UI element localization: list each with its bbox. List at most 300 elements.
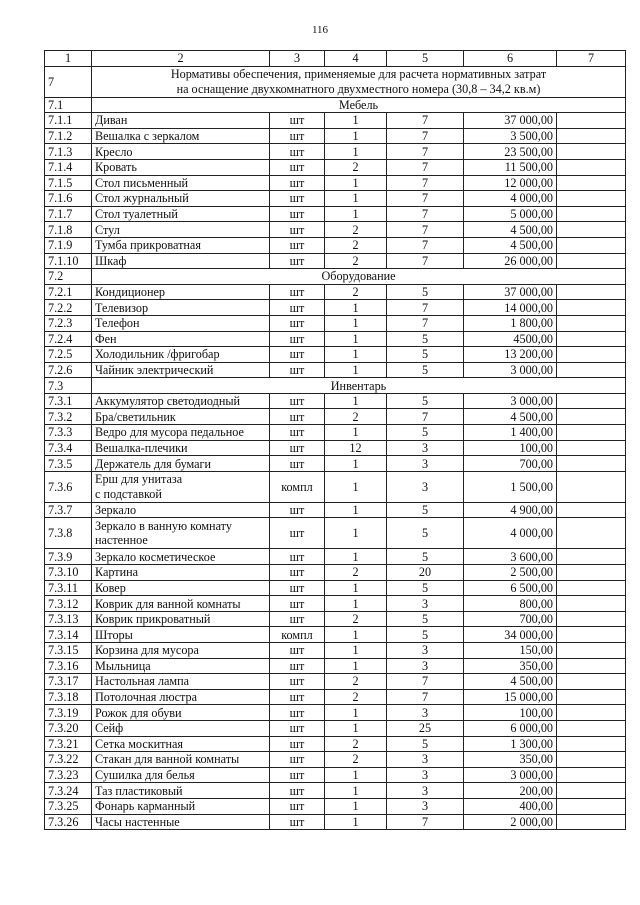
table-row — [45, 222, 626, 238]
item-quantity: 1 — [325, 705, 387, 721]
item-quantity: 1 — [325, 425, 387, 441]
item-quantity: 1 — [325, 783, 387, 799]
item-quantity: 12 — [325, 440, 387, 456]
item-price: 4 000,00 — [464, 191, 557, 207]
item-quantity: 1 — [325, 658, 387, 674]
item-price: 3 000,00 — [464, 362, 557, 378]
item-note — [557, 752, 626, 768]
table-row — [45, 643, 626, 659]
item-name: Аккумулятор светодиодный — [92, 393, 270, 409]
item-quantity: 2 — [325, 222, 387, 238]
item-code: 7.3.6 — [45, 471, 92, 502]
table-row — [45, 159, 626, 175]
item-quantity: 2 — [325, 752, 387, 768]
item-code: 7.1.7 — [45, 206, 92, 222]
item-service-life: 20 — [387, 565, 464, 581]
item-service-life: 5 — [387, 736, 464, 752]
item-service-life: 3 — [387, 783, 464, 799]
item-quantity: 2 — [325, 565, 387, 581]
column-header: 4 — [325, 51, 387, 67]
item-note — [557, 471, 626, 502]
table-row — [45, 705, 626, 721]
table-row — [45, 284, 626, 300]
item-note — [557, 237, 626, 253]
table-row — [45, 456, 626, 472]
section-code: 7.2 — [45, 269, 92, 285]
table-row — [45, 253, 626, 269]
item-note — [557, 596, 626, 612]
item-name: Зеркало — [92, 502, 270, 518]
item-name: Телевизор — [92, 300, 270, 316]
item-unit: шт — [270, 720, 325, 736]
table-title-row — [45, 66, 626, 97]
item-unit: шт — [270, 549, 325, 565]
item-name-line-2: настенное — [95, 533, 148, 548]
item-note — [557, 191, 626, 207]
item-service-life: 3 — [387, 767, 464, 783]
table-row — [45, 315, 626, 331]
item-service-life: 5 — [387, 611, 464, 627]
item-name: Зеркало косметическое — [92, 549, 270, 565]
item-price: 4 900,00 — [464, 502, 557, 518]
item-unit: шт — [270, 518, 325, 549]
item-name: Диван — [92, 113, 270, 129]
item-name: Ковер — [92, 580, 270, 596]
item-note — [557, 300, 626, 316]
item-service-life: 7 — [387, 814, 464, 830]
item-code: 7.3.26 — [45, 814, 92, 830]
column-header: 2 — [92, 51, 270, 67]
item-price: 150,00 — [464, 643, 557, 659]
item-unit: шт — [270, 159, 325, 175]
table-row — [45, 237, 626, 253]
item-unit: шт — [270, 206, 325, 222]
item-name-line-1: Ерш для унитаза — [95, 472, 183, 487]
item-note — [557, 674, 626, 690]
item-quantity: 1 — [325, 643, 387, 659]
item-service-life: 7 — [387, 191, 464, 207]
item-price: 2 500,00 — [464, 565, 557, 581]
item-price: 1 400,00 — [464, 425, 557, 441]
item-note — [557, 144, 626, 160]
table-row — [45, 674, 626, 690]
item-unit: шт — [270, 113, 325, 129]
item-price: 5 000,00 — [464, 206, 557, 222]
item-service-life: 5 — [387, 393, 464, 409]
item-note — [557, 393, 626, 409]
item-price: 400,00 — [464, 798, 557, 814]
item-service-life: 3 — [387, 456, 464, 472]
item-note — [557, 565, 626, 581]
item-code: 7.3.25 — [45, 798, 92, 814]
item-unit: шт — [270, 752, 325, 768]
item-quantity: 1 — [325, 362, 387, 378]
item-unit: шт — [270, 580, 325, 596]
item-note — [557, 658, 626, 674]
item-service-life: 3 — [387, 798, 464, 814]
item-name: Тумба прикроватная — [92, 237, 270, 253]
table-row — [45, 502, 626, 518]
title-code: 7 — [45, 66, 92, 97]
item-service-life: 5 — [387, 347, 464, 363]
item-unit: шт — [270, 331, 325, 347]
item-service-life: 3 — [387, 658, 464, 674]
item-service-life: 3 — [387, 440, 464, 456]
item-name: Кровать — [92, 159, 270, 175]
item-service-life: 7 — [387, 237, 464, 253]
item-code: 7.3.15 — [45, 643, 92, 659]
item-price: 3 500,00 — [464, 128, 557, 144]
table-row — [45, 814, 626, 830]
item-code: 7.3.10 — [45, 565, 92, 581]
item-code: 7.3.3 — [45, 425, 92, 441]
item-service-life: 5 — [387, 362, 464, 378]
item-code: 7.3.22 — [45, 752, 92, 768]
item-note — [557, 627, 626, 643]
item-quantity: 2 — [325, 689, 387, 705]
table-row — [45, 518, 626, 549]
column-header: 5 — [387, 51, 464, 67]
item-service-life: 7 — [387, 253, 464, 269]
item-quantity: 1 — [325, 814, 387, 830]
item-code: 7.3.18 — [45, 689, 92, 705]
item-name: Таз пластиковый — [92, 783, 270, 799]
item-quantity: 1 — [325, 580, 387, 596]
item-note — [557, 425, 626, 441]
item-quantity: 2 — [325, 253, 387, 269]
item-code: 7.1.9 — [45, 237, 92, 253]
table-row — [45, 596, 626, 612]
item-unit: шт — [270, 798, 325, 814]
item-price: 37 000,00 — [464, 284, 557, 300]
item-note — [557, 253, 626, 269]
table-row — [45, 767, 626, 783]
item-note — [557, 284, 626, 300]
item-note — [557, 580, 626, 596]
item-note — [557, 783, 626, 799]
item-name: Чайник электрический — [92, 362, 270, 378]
item-service-life: 5 — [387, 425, 464, 441]
item-name: Стол журнальный — [92, 191, 270, 207]
item-unit: шт — [270, 440, 325, 456]
item-unit: шт — [270, 175, 325, 191]
item-name: Бра/светильник — [92, 409, 270, 425]
item-code: 7.3.17 — [45, 674, 92, 690]
item-name: Корзина для мусора — [92, 643, 270, 659]
item-unit: шт — [270, 674, 325, 690]
item-service-life: 7 — [387, 689, 464, 705]
item-name: Вешалка-плечики — [92, 440, 270, 456]
item-service-life: 7 — [387, 300, 464, 316]
item-note — [557, 159, 626, 175]
item-quantity: 1 — [325, 331, 387, 347]
item-quantity: 1 — [325, 720, 387, 736]
item-service-life: 5 — [387, 502, 464, 518]
item-quantity: 1 — [325, 300, 387, 316]
item-code: 7.1.5 — [45, 175, 92, 191]
item-service-life: 3 — [387, 471, 464, 502]
item-code: 7.3.16 — [45, 658, 92, 674]
item-price: 4 000,00 — [464, 518, 557, 549]
item-name: Мыльница — [92, 658, 270, 674]
item-name: Держатель для бумаги — [92, 456, 270, 472]
item-unit: шт — [270, 300, 325, 316]
item-price: 1 300,00 — [464, 736, 557, 752]
item-code: 7.3.19 — [45, 705, 92, 721]
item-price: 13 200,00 — [464, 347, 557, 363]
item-price: 4 500,00 — [464, 674, 557, 690]
item-name: Стул — [92, 222, 270, 238]
item-name: Стол туалетный — [92, 206, 270, 222]
norms-table — [44, 50, 626, 830]
item-quantity: 1 — [325, 456, 387, 472]
item-name: Потолочная люстра — [92, 689, 270, 705]
item-code: 7.2.5 — [45, 347, 92, 363]
item-service-life: 25 — [387, 720, 464, 736]
item-price: 4500,00 — [464, 331, 557, 347]
table-row — [45, 347, 626, 363]
table-row — [45, 113, 626, 129]
item-unit: шт — [270, 689, 325, 705]
item-unit: шт — [270, 253, 325, 269]
item-price: 4 500,00 — [464, 237, 557, 253]
table-row — [45, 425, 626, 441]
item-name: Шторы — [92, 627, 270, 643]
item-unit: шт — [270, 502, 325, 518]
item-unit: шт — [270, 191, 325, 207]
item-price: 12 000,00 — [464, 175, 557, 191]
item-price: 34 000,00 — [464, 627, 557, 643]
item-note — [557, 222, 626, 238]
item-unit: шт — [270, 736, 325, 752]
table-row — [45, 144, 626, 160]
item-unit: шт — [270, 284, 325, 300]
item-price: 2 000,00 — [464, 814, 557, 830]
item-name: Стакан для ванной комнаты — [92, 752, 270, 768]
item-unit: шт — [270, 596, 325, 612]
item-price: 6 500,00 — [464, 580, 557, 596]
item-price: 200,00 — [464, 783, 557, 799]
item-quantity: 1 — [325, 206, 387, 222]
item-note — [557, 518, 626, 549]
item-quantity: 2 — [325, 409, 387, 425]
item-service-life: 7 — [387, 409, 464, 425]
item-price: 26 000,00 — [464, 253, 557, 269]
item-price: 3 000,00 — [464, 393, 557, 409]
item-quantity: 1 — [325, 144, 387, 160]
item-note — [557, 456, 626, 472]
item-name: Шкаф — [92, 253, 270, 269]
item-name: Рожок для обуви — [92, 705, 270, 721]
item-code: 7.2.3 — [45, 315, 92, 331]
item-note — [557, 798, 626, 814]
item-unit: шт — [270, 456, 325, 472]
table-row — [45, 736, 626, 752]
item-note — [557, 705, 626, 721]
item-price: 14 000,00 — [464, 300, 557, 316]
item-quantity: 1 — [325, 596, 387, 612]
item-code: 7.3.24 — [45, 783, 92, 799]
item-unit: шт — [270, 565, 325, 581]
item-name: Ведро для мусора педальное — [92, 425, 270, 441]
item-unit: шт — [270, 425, 325, 441]
item-code: 7.3.12 — [45, 596, 92, 612]
item-code: 7.3.8 — [45, 518, 92, 549]
item-note — [557, 736, 626, 752]
item-quantity: 2 — [325, 237, 387, 253]
item-quantity: 2 — [325, 736, 387, 752]
column-header: 1 — [45, 51, 92, 67]
item-service-life: 7 — [387, 315, 464, 331]
item-note — [557, 409, 626, 425]
item-code: 7.3.23 — [45, 767, 92, 783]
item-service-life: 7 — [387, 222, 464, 238]
item-name: Сушилка для белья — [92, 767, 270, 783]
item-service-life: 7 — [387, 175, 464, 191]
item-code: 7.1.8 — [45, 222, 92, 238]
item-name: Картина — [92, 565, 270, 581]
table-row — [45, 393, 626, 409]
column-number-row — [45, 51, 626, 67]
item-service-life: 5 — [387, 627, 464, 643]
item-name-line-1: Зеркало в ванную комнату — [95, 518, 232, 533]
table-row — [45, 331, 626, 347]
item-service-life: 3 — [387, 705, 464, 721]
table-row — [45, 783, 626, 799]
item-quantity: 1 — [325, 191, 387, 207]
table-row — [45, 300, 626, 316]
item-service-life: 7 — [387, 674, 464, 690]
item-quantity: 2 — [325, 159, 387, 175]
item-code: 7.2.6 — [45, 362, 92, 378]
item-code: 7.1.1 — [45, 113, 92, 129]
item-quantity: 2 — [325, 674, 387, 690]
item-note — [557, 643, 626, 659]
item-note — [557, 611, 626, 627]
item-unit: шт — [270, 643, 325, 659]
section-name: Инвентарь — [92, 378, 626, 394]
item-unit: компл — [270, 627, 325, 643]
item-unit: шт — [270, 705, 325, 721]
item-unit: шт — [270, 222, 325, 238]
item-unit: шт — [270, 814, 325, 830]
item-note — [557, 315, 626, 331]
table-row — [45, 128, 626, 144]
table-row — [45, 689, 626, 705]
table-row — [45, 658, 626, 674]
item-code: 7.3.20 — [45, 720, 92, 736]
item-name: Стол письменный — [92, 175, 270, 191]
item-name: Телефон — [92, 315, 270, 331]
item-name: Коврик прикроватный — [92, 611, 270, 627]
item-quantity: 1 — [325, 502, 387, 518]
item-note — [557, 347, 626, 363]
item-name — [92, 518, 270, 549]
item-price: 15 000,00 — [464, 689, 557, 705]
item-unit: шт — [270, 393, 325, 409]
item-unit: шт — [270, 767, 325, 783]
item-name: Кресло — [92, 144, 270, 160]
table-row — [45, 409, 626, 425]
item-quantity: 2 — [325, 611, 387, 627]
section-name: Мебель — [92, 97, 626, 113]
table-row — [45, 752, 626, 768]
item-code: 7.2.2 — [45, 300, 92, 316]
item-name — [92, 471, 270, 502]
item-service-life: 7 — [387, 128, 464, 144]
item-unit: шт — [270, 347, 325, 363]
item-code: 7.1.4 — [45, 159, 92, 175]
item-quantity: 1 — [325, 128, 387, 144]
item-note — [557, 175, 626, 191]
item-note — [557, 331, 626, 347]
item-name: Вешалка с зеркалом — [92, 128, 270, 144]
item-service-life: 5 — [387, 580, 464, 596]
item-price: 4 500,00 — [464, 222, 557, 238]
item-code: 7.3.7 — [45, 502, 92, 518]
item-name-line-2: с подставкой — [95, 486, 162, 501]
item-price: 700,00 — [464, 456, 557, 472]
item-price: 23 500,00 — [464, 144, 557, 160]
item-note — [557, 362, 626, 378]
item-price: 3 600,00 — [464, 549, 557, 565]
item-price: 3 000,00 — [464, 767, 557, 783]
item-service-life: 5 — [387, 518, 464, 549]
item-name: Коврик для ванной комнаты — [92, 596, 270, 612]
item-note — [557, 128, 626, 144]
item-price: 37 000,00 — [464, 113, 557, 129]
item-unit: шт — [270, 128, 325, 144]
item-price: 6 000,00 — [464, 720, 557, 736]
table-row — [45, 565, 626, 581]
item-code: 7.3.14 — [45, 627, 92, 643]
item-note — [557, 440, 626, 456]
item-unit: шт — [270, 315, 325, 331]
item-code: 7.3.1 — [45, 393, 92, 409]
table-row — [45, 720, 626, 736]
table-row — [45, 206, 626, 222]
item-quantity: 1 — [325, 393, 387, 409]
item-service-life: 5 — [387, 284, 464, 300]
item-name: Часы настенные — [92, 814, 270, 830]
section-row — [45, 97, 626, 113]
item-quantity: 1 — [325, 798, 387, 814]
item-name: Сейф — [92, 720, 270, 736]
item-service-life: 3 — [387, 596, 464, 612]
item-note — [557, 720, 626, 736]
section-code: 7.3 — [45, 378, 92, 394]
item-code: 7.1.10 — [45, 253, 92, 269]
item-price: 800,00 — [464, 596, 557, 612]
item-service-life: 7 — [387, 206, 464, 222]
item-unit: компл — [270, 471, 325, 502]
table-row — [45, 611, 626, 627]
item-note — [557, 502, 626, 518]
section-row — [45, 269, 626, 285]
item-unit: шт — [270, 783, 325, 799]
item-quantity: 1 — [325, 315, 387, 331]
item-unit: шт — [270, 409, 325, 425]
item-code: 7.2.1 — [45, 284, 92, 300]
item-code: 7.3.11 — [45, 580, 92, 596]
table-row — [45, 175, 626, 191]
item-price: 700,00 — [464, 611, 557, 627]
item-code: 7.3.9 — [45, 549, 92, 565]
item-quantity: 1 — [325, 518, 387, 549]
item-quantity: 1 — [325, 627, 387, 643]
table-title-line-2: на оснащение двухкомнатного двухместного номера (30,8 – 34,2 кв.м) — [176, 81, 541, 96]
item-quantity: 2 — [325, 284, 387, 300]
